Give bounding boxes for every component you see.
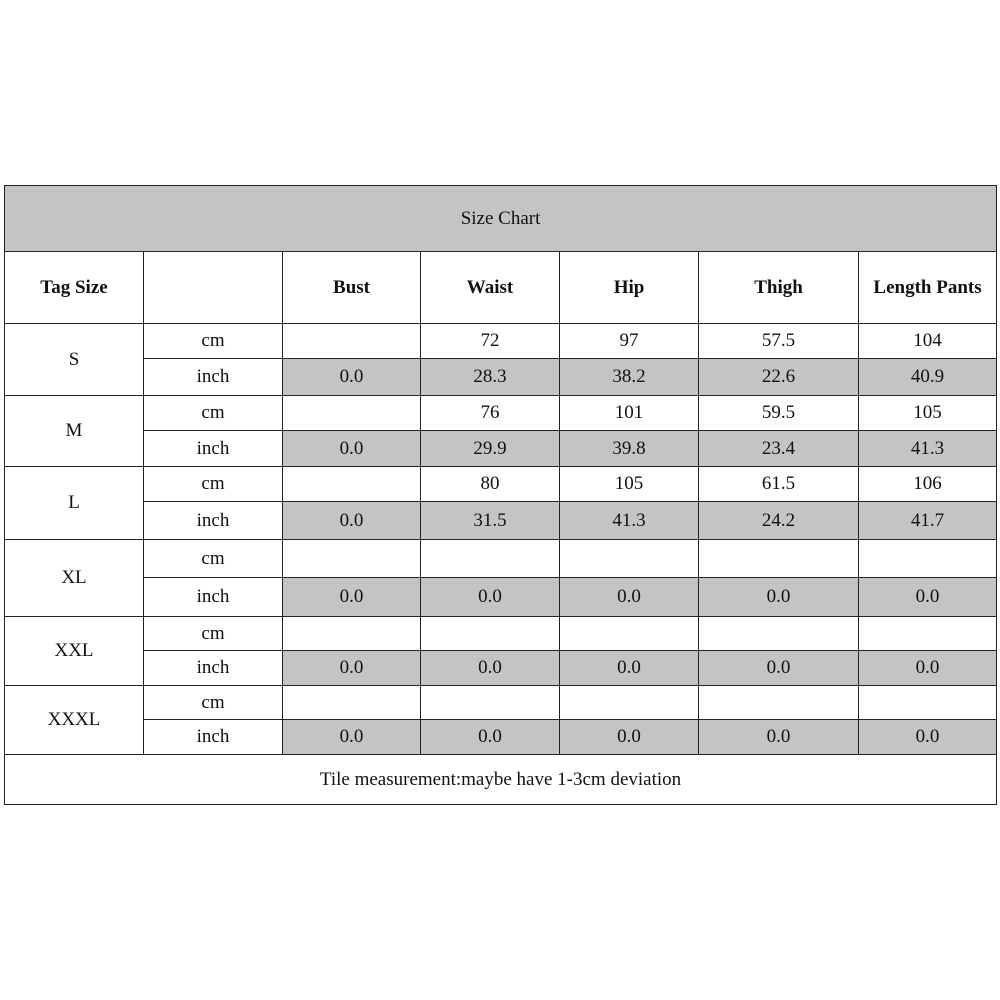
cell-length-pants-cm	[859, 540, 997, 578]
cell-bust-inch: 0.0	[283, 502, 421, 540]
unit-inch-label: inch	[144, 720, 283, 755]
cell-waist-cm	[421, 540, 560, 578]
cell-thigh-inch: 0.0	[699, 578, 859, 617]
table-row	[5, 324, 997, 359]
size-label: XXL	[5, 617, 144, 686]
cell-thigh-cm: 61.5	[699, 467, 859, 502]
cell-length-pants-inch: 0.0	[859, 720, 997, 755]
cell-bust-inch: 0.0	[283, 651, 421, 686]
unit-inch-label: inch	[144, 359, 283, 396]
header-bust: Bust	[283, 252, 421, 324]
cell-waist-cm: 76	[421, 396, 560, 431]
cell-hip-cm	[560, 540, 699, 578]
unit-inch-label: inch	[144, 431, 283, 467]
unit-cm-label: cm	[144, 396, 283, 431]
cell-length-pants-cm: 105	[859, 396, 997, 431]
cell-thigh-cm	[699, 540, 859, 578]
size-label: S	[5, 324, 144, 396]
cell-hip-cm	[560, 617, 699, 651]
header-waist: Waist	[421, 252, 560, 324]
cell-length-pants-inch: 0.0	[859, 578, 997, 617]
cell-thigh-cm	[699, 617, 859, 651]
cell-bust-inch: 0.0	[283, 578, 421, 617]
header-tag-size: Tag Size	[5, 252, 144, 324]
cell-hip-cm: 97	[560, 324, 699, 359]
cell-bust-cm	[283, 686, 421, 720]
cell-thigh-inch: 0.0	[699, 720, 859, 755]
table-row	[5, 617, 997, 651]
unit-inch-label: inch	[144, 502, 283, 540]
size-label: XL	[5, 540, 144, 617]
table-row	[5, 502, 997, 540]
table-row	[5, 540, 997, 578]
cell-thigh-cm: 59.5	[699, 396, 859, 431]
cell-waist-cm: 80	[421, 467, 560, 502]
size-label: XXXL	[5, 686, 144, 755]
cell-hip-inch: 0.0	[560, 651, 699, 686]
cell-bust-cm	[283, 540, 421, 578]
chart-title: Size Chart	[5, 186, 997, 252]
unit-cm-label: cm	[144, 324, 283, 359]
cell-bust-cm	[283, 324, 421, 359]
cell-waist-inch: 0.0	[421, 651, 560, 686]
cell-waist-inch: 0.0	[421, 578, 560, 617]
cell-bust-cm	[283, 396, 421, 431]
header-row	[5, 252, 997, 324]
table-row	[5, 578, 997, 617]
table-row	[5, 720, 997, 755]
cell-waist-inch: 29.9	[421, 431, 560, 467]
cell-waist-inch: 28.3	[421, 359, 560, 396]
unit-cm-label: cm	[144, 540, 283, 578]
unit-cm-label: cm	[144, 617, 283, 651]
title-row	[5, 186, 997, 252]
cell-thigh-inch: 24.2	[699, 502, 859, 540]
cell-waist-cm: 72	[421, 324, 560, 359]
cell-length-pants-inch: 41.7	[859, 502, 997, 540]
table-row	[5, 359, 997, 396]
cell-bust-inch: 0.0	[283, 431, 421, 467]
header-length-pants: Length Pants	[859, 252, 997, 324]
cell-hip-inch: 38.2	[560, 359, 699, 396]
size-rows	[5, 324, 997, 755]
cell-length-pants-cm: 104	[859, 324, 997, 359]
size-label: L	[5, 467, 144, 540]
size-chart-table	[4, 185, 997, 805]
cell-hip-inch: 0.0	[560, 720, 699, 755]
unit-cm-label: cm	[144, 686, 283, 720]
table-row	[5, 431, 997, 467]
cell-length-pants-inch: 40.9	[859, 359, 997, 396]
unit-inch-label: inch	[144, 651, 283, 686]
header-unit	[144, 252, 283, 324]
table-row	[5, 467, 997, 502]
cell-hip-inch: 39.8	[560, 431, 699, 467]
cell-waist-inch: 0.0	[421, 720, 560, 755]
cell-thigh-cm: 57.5	[699, 324, 859, 359]
cell-bust-cm	[283, 617, 421, 651]
size-label: M	[5, 396, 144, 467]
cell-waist-inch: 31.5	[421, 502, 560, 540]
measurement-note: Tile measurement:maybe have 1-3cm deviation	[5, 755, 997, 805]
cell-hip-inch: 41.3	[560, 502, 699, 540]
cell-bust-inch: 0.0	[283, 359, 421, 396]
table-row	[5, 686, 997, 720]
unit-cm-label: cm	[144, 467, 283, 502]
cell-length-pants-inch: 0.0	[859, 651, 997, 686]
size-chart-sheet	[4, 185, 996, 805]
cell-hip-inch: 0.0	[560, 578, 699, 617]
table-row	[5, 651, 997, 686]
note-row	[5, 755, 997, 805]
cell-length-pants-inch: 41.3	[859, 431, 997, 467]
cell-bust-inch: 0.0	[283, 720, 421, 755]
cell-thigh-inch: 23.4	[699, 431, 859, 467]
cell-bust-cm	[283, 467, 421, 502]
cell-thigh-inch: 0.0	[699, 651, 859, 686]
cell-waist-cm	[421, 686, 560, 720]
cell-length-pants-cm	[859, 686, 997, 720]
unit-inch-label: inch	[144, 578, 283, 617]
cell-waist-cm	[421, 617, 560, 651]
cell-length-pants-cm: 106	[859, 467, 997, 502]
cell-hip-cm: 105	[560, 467, 699, 502]
cell-hip-cm: 101	[560, 396, 699, 431]
cell-thigh-inch: 22.6	[699, 359, 859, 396]
cell-length-pants-cm	[859, 617, 997, 651]
cell-thigh-cm	[699, 686, 859, 720]
header-thigh: Thigh	[699, 252, 859, 324]
header-hip: Hip	[560, 252, 699, 324]
table-row	[5, 396, 997, 431]
cell-hip-cm	[560, 686, 699, 720]
